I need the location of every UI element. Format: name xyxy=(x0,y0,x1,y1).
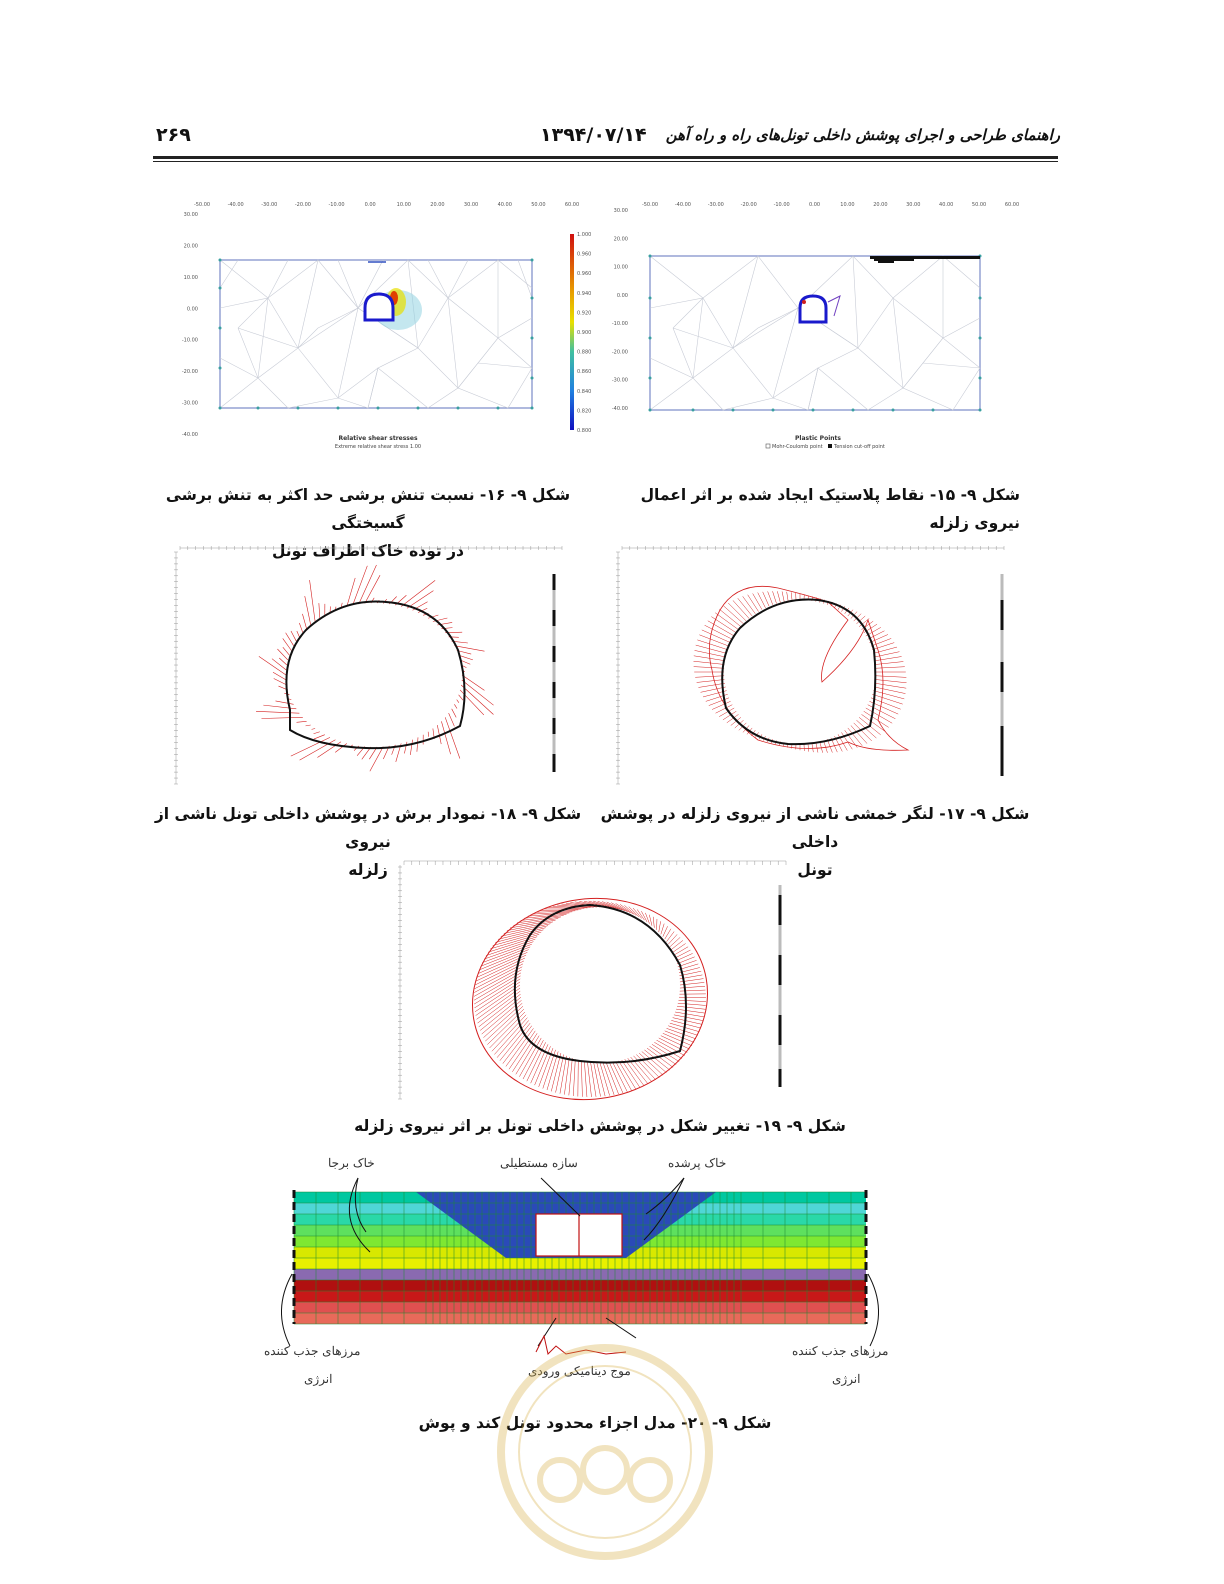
x-tick-label: 30.00 xyxy=(906,202,921,208)
figure-relative-shear xyxy=(178,198,596,458)
x-tick-label: 20.00 xyxy=(430,202,445,208)
x-tick-label: 60.00 xyxy=(1004,202,1020,208)
x-tick-label: 50.00 xyxy=(971,202,987,208)
x-tick-label: 40.00 xyxy=(497,202,512,208)
x-tick-label: 30.00 xyxy=(463,202,479,208)
book-title: راهنمای طراحی و اجرای پوشش داخلی تونل‌های راه و راه آهن xyxy=(665,126,1060,144)
colorbar-tick: 0.900 xyxy=(577,330,592,336)
colorbar-tick: 0.800 xyxy=(577,428,592,434)
y-tick-label: -10.00 xyxy=(181,337,198,344)
legend-title: Plastic Points xyxy=(795,435,841,442)
y-tick-label: 10.00 xyxy=(183,274,198,281)
y-tick-label: -20.00 xyxy=(611,349,628,356)
moment-diagram xyxy=(608,540,1020,795)
x-tick-label: -50.00 xyxy=(641,202,659,208)
x-tick-label: -10.00 xyxy=(773,202,790,208)
caption-fig16: شکل ۹- ۱۶- نسبت تنش برشی حد اکثر به تنش برشی گسیختگی در توده خاک اطراف تونل xyxy=(165,486,571,560)
colorbar-tick: 0.960 xyxy=(577,251,592,258)
y-tick-label: 30.00 xyxy=(183,212,198,218)
caption-fig17: شکل ۹- ۱۷- لنگر خمشی ناشی از نیروی زلزله در پوشش داخلی تونل xyxy=(600,805,1030,879)
shear-diagram xyxy=(166,540,578,795)
x-tick-label: 20.00 xyxy=(873,202,888,208)
legend-item-mohr: Mohr-Coulomb point xyxy=(772,444,823,450)
x-tick-label: -50.00 xyxy=(193,202,211,208)
y-tick-label: 20.00 xyxy=(183,243,198,250)
colorbar-tick: 1.000 xyxy=(577,232,592,238)
x-tick-label: -30.00 xyxy=(707,202,724,208)
colorbar-tick: 0.940 xyxy=(577,290,592,297)
x-tick-label: 40.00 xyxy=(939,202,954,208)
caption-fig19: شکل ۹- ۱۹- تغییر شکل در پوشش داخلی تونل بر اثر نیروی زلزله xyxy=(354,1117,846,1135)
label-rect-structure: سازه مستطیلی xyxy=(500,1156,578,1170)
colorbar-tick: 0.880 xyxy=(577,349,592,356)
figure-plastic-points xyxy=(608,198,1026,458)
colorbar-tick: 0.960 xyxy=(577,271,592,278)
x-tick-label: -40.00 xyxy=(674,202,691,208)
page-header xyxy=(150,118,1060,154)
y-tick-label: 0.00 xyxy=(616,292,628,299)
x-tick-label: -20.00 xyxy=(740,202,757,208)
caption-fig18: شکل ۹- ۱۸- نمودار برش در پوشش داخلی تونل ناشی از نیروی زلزله xyxy=(154,805,582,879)
y-tick-label: -40.00 xyxy=(611,406,628,412)
figure-bending-moment xyxy=(608,540,1020,795)
caption-fig15: شکل ۹- ۱۵- نقاط پلاستیک ایجاد شده بر اثر اعمال نیروی زلزله xyxy=(640,486,1020,532)
x-tick-label: -40.00 xyxy=(227,202,244,208)
x-tick-label: 10.00 xyxy=(840,202,855,208)
figure-shear-diagram xyxy=(166,540,578,795)
colorbar-tick: 0.840 xyxy=(577,388,592,395)
figure-deformation xyxy=(390,855,800,1110)
y-tick-label: -20.00 xyxy=(181,369,198,376)
header-date: ۱۳۹۴/۰۷/۱۴ xyxy=(540,124,647,146)
colorbar-tick: 0.860 xyxy=(577,369,592,376)
x-tick-label: 60.00 xyxy=(564,202,580,208)
header-rule xyxy=(153,156,1058,159)
label-fill-soil: خاک پرشده xyxy=(668,1156,727,1170)
watermark-seal xyxy=(490,1320,720,1584)
plastic-plot xyxy=(608,198,1026,458)
label-absorbing-left: مرزهای جذب کننده xyxy=(264,1344,361,1358)
x-tick-label: 0.00 xyxy=(364,202,376,208)
x-tick-label: -10.00 xyxy=(328,202,345,208)
label-energy-right: انرژی xyxy=(832,1372,861,1386)
x-tick-label: -30.00 xyxy=(261,202,278,208)
label-input-wave: موج دینامیکی ورودی xyxy=(528,1364,631,1378)
shear-plot xyxy=(178,198,596,458)
x-tick-label: 0.00 xyxy=(808,202,821,208)
label-in-situ-soil: خاک برجا xyxy=(328,1156,375,1170)
plot-subtitle: Extreme relative shear stress 1.00 xyxy=(334,444,422,450)
y-tick-label: 10.00 xyxy=(613,264,628,271)
label-energy-left: انرژی xyxy=(304,1372,333,1386)
y-tick-label: -10.00 xyxy=(611,321,628,328)
caption-fig20: شکل ۹- ۲۰- مدل اجزاء محدود تونل کند و پوش xyxy=(418,1414,772,1432)
x-tick-label: 50.00 xyxy=(531,202,546,208)
x-tick-label: 10.00 xyxy=(396,202,411,208)
y-tick-label: 20.00 xyxy=(613,236,628,243)
deformation-diagram xyxy=(390,855,800,1110)
header-rule-thin xyxy=(153,161,1058,162)
y-tick-label: 0.00 xyxy=(186,306,198,313)
y-tick-label: 30.00 xyxy=(613,208,628,214)
y-tick-label: -40.00 xyxy=(181,432,198,438)
legend-item-tension: Tension cut-off point xyxy=(834,444,885,450)
y-tick-label: -30.00 xyxy=(611,377,628,384)
label-absorbing-right: مرزهای جذب کننده xyxy=(792,1344,889,1358)
page-number: ۲۶۹ xyxy=(156,124,191,146)
x-tick-label: -20.00 xyxy=(294,202,311,208)
y-tick-label: -30.00 xyxy=(181,400,198,407)
colorbar-tick: 0.820 xyxy=(577,408,592,415)
plot-title: Relative shear stresses xyxy=(338,435,418,442)
colorbar-tick: 0.920 xyxy=(577,310,592,317)
